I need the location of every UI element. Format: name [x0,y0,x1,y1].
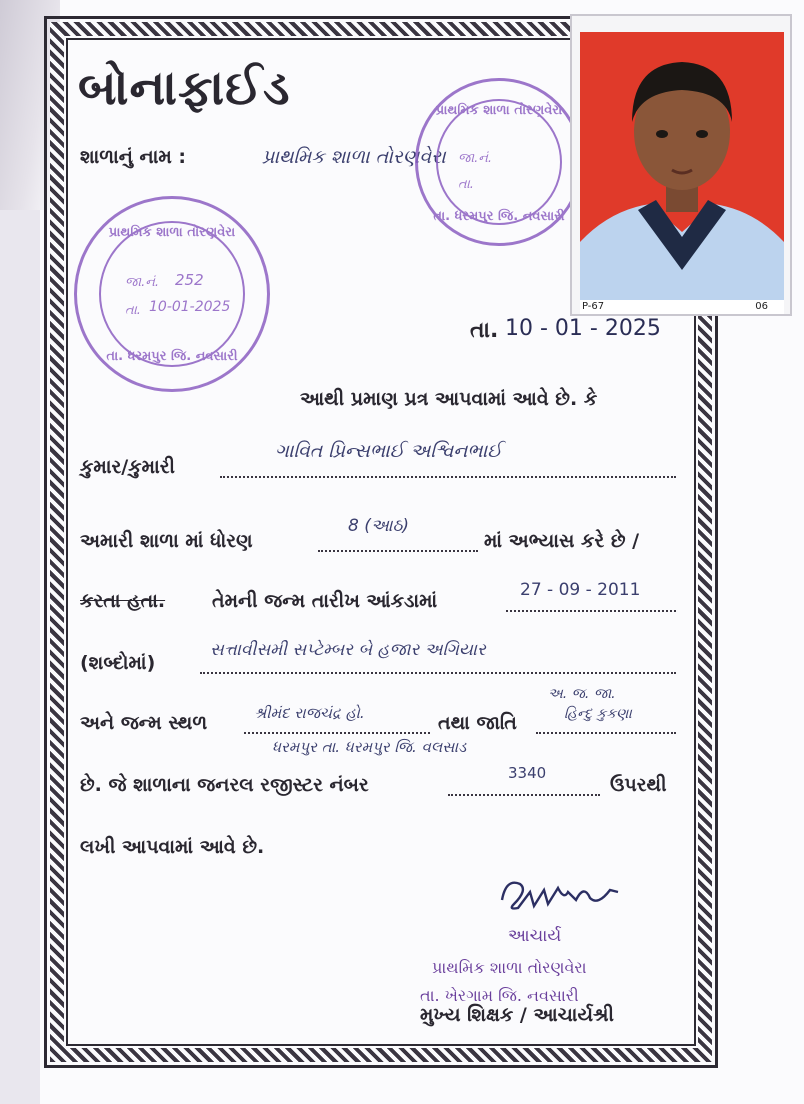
school-stamp-right [415,78,583,246]
register-suffix: ઉપરથી [610,774,667,796]
photo-code-right: 06 [755,301,768,312]
address-line: ધરમપુર તા. ધરમપુર જિ. વલસાડ [272,738,467,756]
signature-taluka: તા. ખેરગામ જિ. નવસારી [420,986,579,1005]
standard-prefix: અમારી શાળા માં ધોરણ [80,530,253,552]
date-value: 10 - 01 - 2025 [505,316,661,341]
stamp-left-date-value: 10-01-2025 [149,299,231,315]
student-name: ગાવિત પ્રિન્સભાઈ અશ્વિનભાઈ [275,440,502,462]
register-dotted-line [448,794,600,796]
caste-dotted-line [536,732,676,734]
dob-words-dotted-line [200,672,676,674]
signature-school: પ્રાથમિક શાળા તોરણવેરા [432,958,587,977]
signature-designation: આચાર્ય [508,926,562,946]
birthplace-label: અને જન્મ સ્થળ [80,712,208,734]
student-photo-frame [570,14,792,316]
student-portrait-icon [580,32,784,300]
dob-digits-label: તેમની જન્મ તારીખ આંકડામાં [212,590,438,612]
closing-text: લખી આપવામાં આવે છે. [80,836,265,858]
student-dotted-line [220,476,676,478]
stamp-left-ring-top: પ્રાથમિક શાળા તોરણવેરા [108,225,236,240]
student-label: કુમાર/કુમારી [80,456,175,478]
school-name-label: શાળાનું નામ : [80,146,186,168]
register-prefix: છે. જે શાળાના જનરલ રજીસ્ટર નંબર [80,774,369,796]
stamp-right-number-label: જા.નં. [458,151,493,166]
register-value: 3340 [508,764,547,782]
stamp-left-ring-bottom: તા. ધરમપુર જિ. નવસારી [106,349,238,364]
caste-label: તથા જાતિ [438,712,517,734]
school-name-value: પ્રાથમિક શાળા તોરણવેરા [262,146,446,168]
dob-words-label: (શબ્દોમાં) [80,652,156,674]
stamp-right-date-label: તા. [458,177,474,192]
principal-signature-icon [494,870,624,918]
stamp-left-number-value: 252 [175,271,204,289]
caste-note: અ. જ. જા. [548,686,616,702]
dob-digits-dotted-line [506,610,676,612]
birthplace-value: શ્રીમંદ રાજચંદ્ર હો. [254,704,365,722]
photo-label-bar [580,300,784,314]
date-label: તા. [470,318,499,343]
dob-words-value: સત્તાવીસમી સપ્ટેમ્બર બે હજાર અગિયાર [210,640,486,660]
signature-footer: મુખ્ય શિક્ષક / આચાર્યશ્રી [420,1004,614,1026]
standard-dotted-line [318,550,478,552]
stamp-right-ring-bottom: તા. ધરમપુર જિ. નવસારી [433,209,565,224]
stamp-left-date-label: તા. [125,303,141,318]
stamp-left-number-label: જા.નં. [125,275,160,290]
student-photo [580,32,784,314]
certificate-title: બોનાફાઈડ [78,60,291,116]
photo-code-left: P-67 [582,301,605,312]
was-studying-text: કરતા હતા. [80,590,166,612]
standard-value: 8 (આઠ) [348,516,410,536]
dob-digits-value: 27 - 09 - 2011 [520,580,641,600]
caste-value: હિન્દુ કુકણા [564,706,632,722]
stamp-right-ring-top: પ્રાથમિક શાળા તોરણવેરા [435,103,563,118]
standard-suffix: માં અભ્યાસ કરે છે / [484,530,640,552]
intro-text: આથી પ્રમાણ પ્રત્ર આપવામાં આવે છે. કે [300,388,598,410]
birthplace-dotted-line [244,732,430,734]
school-stamp-left [74,196,270,392]
